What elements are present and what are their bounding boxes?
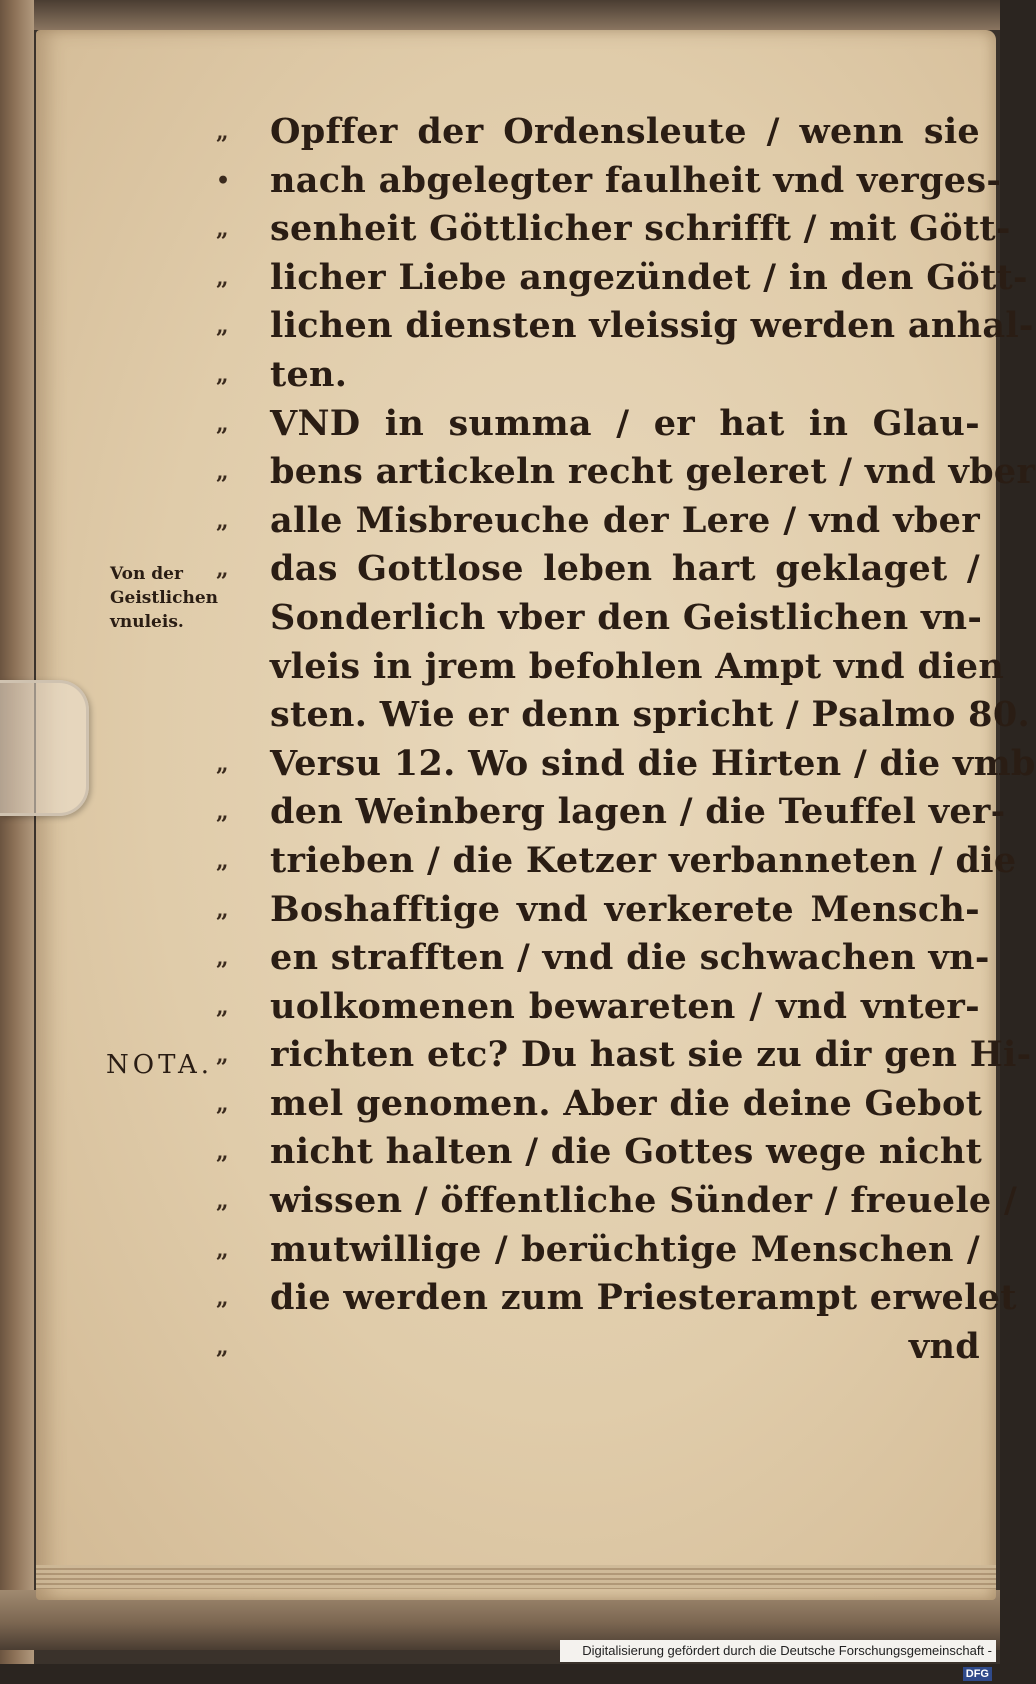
quote-mark: „ [216,1090,229,1117]
text-line: VND in summa / er hat in Glau- [270,402,980,444]
quote-mark: „ [216,945,229,972]
text-line: lichen diensten vleissig werden anhal- [270,305,1034,347]
quote-mark: „ [216,1236,229,1263]
quote-mark: „ [216,750,229,777]
credit-text: Digitalisierung gefördert durch die Deutsche Forschungsgemeinschaft - [582,1643,992,1658]
text-line: vnd [908,1325,980,1367]
text-line: richten etc? Du hast sie zu dir gen Hi- [270,1034,1032,1076]
binding-edge-top [0,0,1000,30]
text-line: nicht halten / die Gottes wege nicht [270,1131,983,1173]
text-line: das Gottlose leben hart geklaget / [270,548,980,590]
nota-marginal: NOTA. [106,1050,214,1080]
quote-mark: „ [216,556,229,583]
quote-mark: „ [216,1285,229,1312]
quote-mark: „ [216,264,229,291]
quote-mark: „ [216,313,229,340]
text-line: vleis in jrem befohlen Ampt vnd dien [270,645,1005,687]
quote-mark: „ [216,1042,229,1069]
text-line: Boshafftige vnd verkerete Mensch- [270,888,980,930]
quote-mark: „ [216,216,229,243]
digitization-credit [560,1640,996,1680]
text-line: Opffer der Ordensleute / wenn sie [270,111,980,152]
text-line: uolkomenen bewareten / vnd vnter- [270,985,980,1027]
body-text [270,108,1036,1371]
quote-mark: „ [216,896,229,923]
text-line: die werden zum Priesterampt erwelet [270,1277,1017,1319]
quote-mark: „ [216,361,229,388]
text-line: den Weinberg lagen / die Teuffel ver- [270,791,1006,833]
text-line: trieben / die Ketzer verbanneten / die [270,839,1017,881]
text-line: sten. Wie er denn spricht / Psalmo 80. [270,694,1030,736]
text-line: mutwillige / berüchtige Menschen / [270,1228,980,1270]
quote-mark: „ [216,847,229,874]
quote-mark: „ [216,1188,229,1215]
dfg-logo: DFG [963,1667,992,1681]
text-line: Sonderlich vber den Geistlichen vn- [270,596,983,638]
text-line: wissen / öffentliche Sünder / freuele / [270,1180,1018,1222]
margin-note-line: vnuleis. [110,612,184,632]
margin-note-line: Von der [110,564,183,584]
quote-mark: „ [216,799,229,826]
binding-edge-left [0,0,34,1664]
quote-mark: • [216,167,231,194]
margin-note-line: Geistlichen [110,588,219,608]
margin-note [110,562,250,634]
text-line: en strafften / vnd die schwachen vn- [270,937,990,979]
quote-mark: „ [216,507,229,534]
marginal-quote-marks [216,108,256,1371]
quote-mark [216,643,256,692]
text-line: senheit Göttlicher schrifft / mit Gött- [270,208,1011,250]
text-line: licher Liebe angezündet / in den Gött- [270,256,1028,298]
quote-mark: „ [216,410,229,437]
quote-mark [216,691,256,740]
text-line: Versu 12. Wo sind die Hirten / die vmb [270,742,1036,784]
text-line: bens artickeln recht geleret / vnd vber [270,451,1036,493]
text-line: ten. [270,353,348,395]
quote-mark: „ [216,119,229,145]
quote-mark: „ [216,1333,229,1360]
text-line: nach abgelegter faulheit vnd verges- [270,159,1002,201]
quote-mark: „ [216,459,229,486]
quote-mark: „ [216,993,229,1020]
text-line: alle Misbreuche der Lere / vnd vber [270,499,980,541]
quote-mark: „ [216,1139,229,1166]
text-line: mel genomen. Aber die deine Gebot [270,1082,983,1124]
bookmark-tab [0,680,89,816]
page-stack-edge [36,1565,996,1589]
